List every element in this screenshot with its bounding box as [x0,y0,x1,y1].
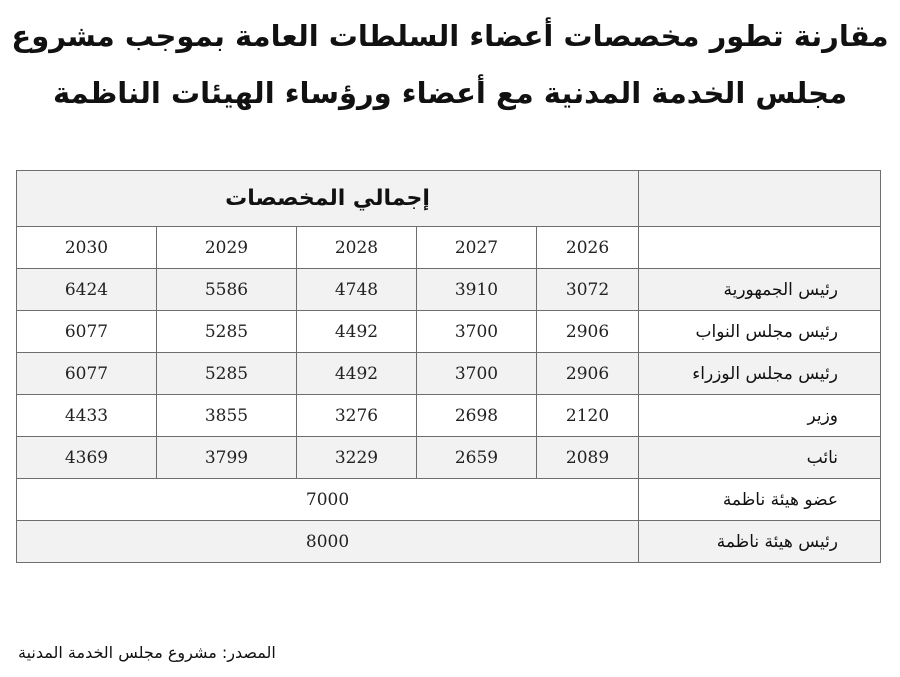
row-label: رئيس مجلس الوزراء [639,353,881,395]
table-row [17,269,881,311]
year-header: 2026 [537,227,639,269]
value-cell: 4433 [17,395,157,437]
table-row [17,353,881,395]
value-cell: 3799 [157,437,297,479]
page-title-line-1: مقارنة تطور مخصصات أعضاء السلطات العامة بموجب مشروع [11,19,889,53]
table-header-row [17,171,881,227]
value-cell: 4492 [297,353,417,395]
row-label: رئيس الجمهورية [639,269,881,311]
value-cell: 5285 [157,353,297,395]
value-cell: 4492 [297,311,417,353]
total-allocations-header: إجمالي المخصصات [17,171,639,227]
value-cell: 3910 [417,269,537,311]
value-cell: 2906 [537,353,639,395]
value-cell: 3229 [297,437,417,479]
value-cell: 2659 [417,437,537,479]
table-row [17,311,881,353]
year-header: 2028 [297,227,417,269]
year-header: 2029 [157,227,297,269]
value-cell: 3855 [157,395,297,437]
year-header: 2030 [17,227,157,269]
row-label: عضو هيئة ناظمة [639,479,881,521]
years-label-cell [639,227,881,269]
allocations-table [16,170,881,563]
source-note: المصدر: مشروع مجلس الخدمة المدنية [18,643,276,662]
value-cell: 3700 [417,353,537,395]
table-row [17,395,881,437]
value-cell: 2906 [537,311,639,353]
value-cell: 5586 [157,269,297,311]
value-cell: 4748 [297,269,417,311]
value-cell: 2698 [417,395,537,437]
page-title-line-2: مجلس الخدمة المدنية مع أعضاء ورؤساء الهيئات الناظمة [52,76,848,110]
value-cell: 3276 [297,395,417,437]
value-cell: 4369 [17,437,157,479]
value-cell: 5285 [157,311,297,353]
year-header: 2027 [417,227,537,269]
table-row [17,479,881,521]
value-cell: 6077 [17,353,157,395]
years-row [17,227,881,269]
value-cell: 6077 [17,311,157,353]
row-label: وزير [639,395,881,437]
merged-value-cell: 7000 [17,479,639,521]
value-cell: 3700 [417,311,537,353]
row-label: رئيس مجلس النواب [639,311,881,353]
value-cell: 2089 [537,437,639,479]
value-cell: 2120 [537,395,639,437]
merged-value-cell: 8000 [17,521,639,563]
value-cell: 6424 [17,269,157,311]
table-row [17,521,881,563]
row-label: نائب [639,437,881,479]
value-cell: 3072 [537,269,639,311]
header-corner-cell [639,171,881,227]
table-row [17,437,881,479]
row-label: رئيس هيئة ناظمة [639,521,881,563]
